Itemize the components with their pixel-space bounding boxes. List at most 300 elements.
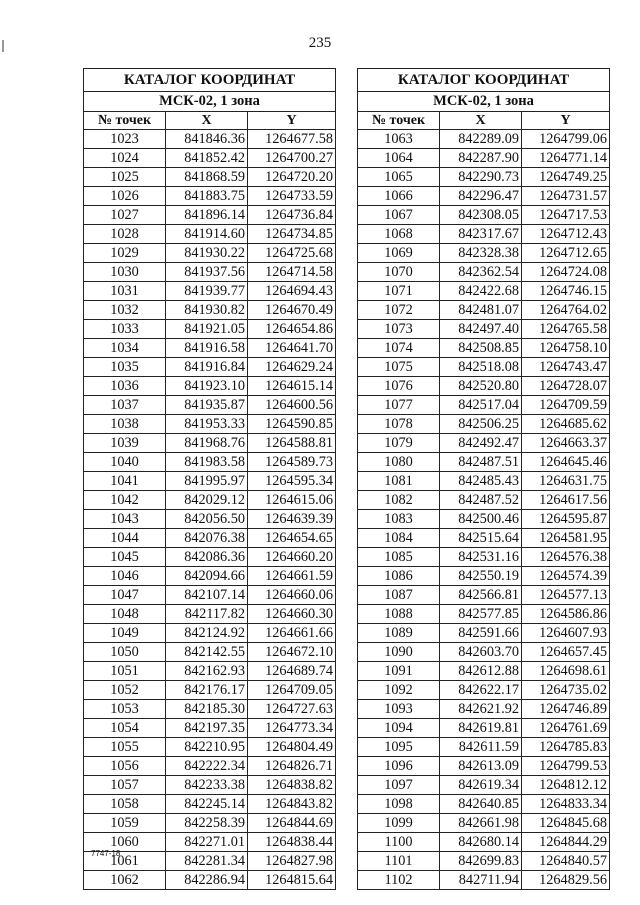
- table-header-row: [358, 112, 610, 130]
- table-row: [84, 795, 336, 814]
- table-row: [84, 472, 336, 491]
- table-row: [84, 719, 336, 738]
- cell-x: 842258.39: [166, 814, 248, 833]
- cell-x: 841852.42: [166, 149, 248, 168]
- cell-point-number: 1099: [358, 814, 440, 833]
- cell-point-number: 1096: [358, 757, 440, 776]
- cell-point-number: 1075: [358, 358, 440, 377]
- cell-y: 1264771.14: [522, 149, 610, 168]
- table-row: [358, 871, 610, 890]
- cell-y: 1264838.82: [248, 776, 336, 795]
- cell-x: 842603.70: [440, 643, 522, 662]
- cell-y: 1264600.56: [248, 396, 336, 415]
- cell-y: 1264712.65: [522, 244, 610, 263]
- table-row: [84, 396, 336, 415]
- cell-point-number: 1074: [358, 339, 440, 358]
- cell-point-number: 1062: [84, 871, 166, 890]
- cell-y: 1264720.20: [248, 168, 336, 187]
- column-header-point-number: № точек: [358, 112, 440, 130]
- cell-point-number: 1058: [84, 795, 166, 814]
- cell-x: 841968.76: [166, 434, 248, 453]
- cell-x: 842515.64: [440, 529, 522, 548]
- table-row: [358, 168, 610, 187]
- table-row: [358, 643, 610, 662]
- cell-point-number: 1097: [358, 776, 440, 795]
- cell-point-number: 1034: [84, 339, 166, 358]
- cell-x: 842245.14: [166, 795, 248, 814]
- table-row: [358, 662, 610, 681]
- cell-y: 1264746.15: [522, 282, 610, 301]
- table-row: [358, 738, 610, 757]
- cell-point-number: 1063: [358, 130, 440, 149]
- cell-point-number: 1085: [358, 548, 440, 567]
- cell-x: 842711.94: [440, 871, 522, 890]
- cell-x: 841953.33: [166, 415, 248, 434]
- cell-x: 842107.14: [166, 586, 248, 605]
- cell-point-number: 1102: [358, 871, 440, 890]
- cell-x: 842094.66: [166, 567, 248, 586]
- cell-x: 842481.07: [440, 301, 522, 320]
- cell-y: 1264663.37: [522, 434, 610, 453]
- table-row: [84, 491, 336, 510]
- cell-y: 1264629.24: [248, 358, 336, 377]
- cell-x: 842611.59: [440, 738, 522, 757]
- cell-y: 1264694.43: [248, 282, 336, 301]
- cell-y: 1264733.59: [248, 187, 336, 206]
- table-row: [358, 681, 610, 700]
- table-row: [358, 605, 610, 624]
- cell-x: 842591.66: [440, 624, 522, 643]
- table-row: [358, 282, 610, 301]
- cell-point-number: 1061: [84, 852, 166, 871]
- cell-y: 1264670.49: [248, 301, 336, 320]
- cell-x: 842517.04: [440, 396, 522, 415]
- table-row: [84, 168, 336, 187]
- cell-point-number: 1042: [84, 491, 166, 510]
- coordinate-catalog-table-left: [83, 68, 336, 890]
- cell-x: 842621.92: [440, 700, 522, 719]
- cell-x: 842492.47: [440, 434, 522, 453]
- cell-x: 841995.97: [166, 472, 248, 491]
- cell-point-number: 1066: [358, 187, 440, 206]
- cell-point-number: 1031: [84, 282, 166, 301]
- table-row: [84, 206, 336, 225]
- table-row: [84, 624, 336, 643]
- cell-x: 842222.34: [166, 757, 248, 776]
- table-row: [358, 225, 610, 244]
- cell-point-number: 1040: [84, 453, 166, 472]
- cell-y: 1264588.81: [248, 434, 336, 453]
- table-row: [84, 833, 336, 852]
- table-row: [358, 130, 610, 149]
- table-row: [358, 301, 610, 320]
- cell-point-number: 1093: [358, 700, 440, 719]
- table-row: [84, 871, 336, 890]
- table-row: [84, 681, 336, 700]
- table-row: [84, 187, 336, 206]
- cell-y: 1264728.07: [522, 377, 610, 396]
- cell-point-number: 1070: [358, 263, 440, 282]
- cell-y: 1264700.27: [248, 149, 336, 168]
- cell-y: 1264709.05: [248, 681, 336, 700]
- table-row: [358, 795, 610, 814]
- cell-x: 842487.51: [440, 453, 522, 472]
- column-header-x: X: [440, 112, 522, 130]
- cell-point-number: 1071: [358, 282, 440, 301]
- table-row: [358, 852, 610, 871]
- cell-y: 1264615.06: [248, 491, 336, 510]
- cell-point-number: 1094: [358, 719, 440, 738]
- cell-y: 1264660.30: [248, 605, 336, 624]
- cell-point-number: 1046: [84, 567, 166, 586]
- cell-point-number: 1060: [84, 833, 166, 852]
- cell-x: 842619.34: [440, 776, 522, 795]
- cell-y: 1264595.87: [522, 510, 610, 529]
- cell-point-number: 1086: [358, 567, 440, 586]
- cell-x: 842550.19: [440, 567, 522, 586]
- table-row: [358, 833, 610, 852]
- cell-y: 1264746.89: [522, 700, 610, 719]
- cell-x: 841939.77: [166, 282, 248, 301]
- cell-point-number: 1090: [358, 643, 440, 662]
- table-row: [358, 491, 610, 510]
- cell-x: 841983.58: [166, 453, 248, 472]
- table-row: [84, 852, 336, 871]
- cell-point-number: 1038: [84, 415, 166, 434]
- cell-point-number: 1035: [84, 358, 166, 377]
- cell-point-number: 1025: [84, 168, 166, 187]
- cell-point-number: 1039: [84, 434, 166, 453]
- table-row: [84, 453, 336, 472]
- table-row: [84, 757, 336, 776]
- cell-y: 1264631.75: [522, 472, 610, 491]
- cell-y: 1264749.25: [522, 168, 610, 187]
- column-header-y: Y: [248, 112, 336, 130]
- cell-point-number: 1024: [84, 149, 166, 168]
- cell-y: 1264804.49: [248, 738, 336, 757]
- cell-x: 842531.16: [440, 548, 522, 567]
- cell-y: 1264654.65: [248, 529, 336, 548]
- cell-x: 842566.81: [440, 586, 522, 605]
- cell-point-number: 1073: [358, 320, 440, 339]
- cell-x: 842289.09: [440, 130, 522, 149]
- cell-point-number: 1101: [358, 852, 440, 871]
- table-row: [84, 662, 336, 681]
- cell-y: 1264607.93: [522, 624, 610, 643]
- table-row: [84, 605, 336, 624]
- table-row: [358, 206, 610, 225]
- cell-y: 1264758.10: [522, 339, 610, 358]
- cell-y: 1264761.69: [522, 719, 610, 738]
- cell-x: 841914.60: [166, 225, 248, 244]
- cell-x: 842308.05: [440, 206, 522, 225]
- cell-y: 1264677.58: [248, 130, 336, 149]
- cell-point-number: 1048: [84, 605, 166, 624]
- cell-y: 1264689.74: [248, 662, 336, 681]
- cell-point-number: 1057: [84, 776, 166, 795]
- cell-x: 841930.82: [166, 301, 248, 320]
- cell-x: 842271.01: [166, 833, 248, 852]
- table-row: [358, 415, 610, 434]
- cell-x: 842296.47: [440, 187, 522, 206]
- cell-y: 1264586.86: [522, 605, 610, 624]
- table-row: [358, 700, 610, 719]
- cell-x: 842485.43: [440, 472, 522, 491]
- cell-x: 842210.95: [166, 738, 248, 757]
- cell-y: 1264717.53: [522, 206, 610, 225]
- column-header-x: X: [166, 112, 248, 130]
- cell-y: 1264736.84: [248, 206, 336, 225]
- cell-y: 1264829.56: [522, 871, 610, 890]
- table-row: [358, 149, 610, 168]
- coordinate-catalog-table-right: [357, 68, 610, 890]
- cell-y: 1264660.20: [248, 548, 336, 567]
- cell-y: 1264639.39: [248, 510, 336, 529]
- cell-y: 1264840.57: [522, 852, 610, 871]
- cell-point-number: 1051: [84, 662, 166, 681]
- document-code: 7747-18: [91, 849, 121, 858]
- table-row: [84, 149, 336, 168]
- cell-point-number: 1029: [84, 244, 166, 263]
- table-row: [358, 396, 610, 415]
- cell-point-number: 1045: [84, 548, 166, 567]
- table-row: [358, 624, 610, 643]
- cell-point-number: 1076: [358, 377, 440, 396]
- cell-y: 1264833.34: [522, 795, 610, 814]
- cell-x: 841883.75: [166, 187, 248, 206]
- cell-x: 842233.38: [166, 776, 248, 795]
- cell-y: 1264672.10: [248, 643, 336, 662]
- cell-point-number: 1023: [84, 130, 166, 149]
- cell-y: 1264844.29: [522, 833, 610, 852]
- cell-point-number: 1059: [84, 814, 166, 833]
- table-zone: МСК-02, 1 зона: [358, 92, 610, 112]
- cell-point-number: 1050: [84, 643, 166, 662]
- table-zone-row: [358, 92, 610, 112]
- cell-x: 842497.40: [440, 320, 522, 339]
- cell-x: 842506.25: [440, 415, 522, 434]
- cell-x: 842162.93: [166, 662, 248, 681]
- cell-y: 1264725.68: [248, 244, 336, 263]
- cell-point-number: 1069: [358, 244, 440, 263]
- cell-point-number: 1064: [358, 149, 440, 168]
- cell-point-number: 1080: [358, 453, 440, 472]
- table-row: [358, 472, 610, 491]
- table-row: [358, 377, 610, 396]
- table-row: [358, 339, 610, 358]
- table-row: [84, 358, 336, 377]
- cell-x: 841930.22: [166, 244, 248, 263]
- table-row: [358, 358, 610, 377]
- cell-y: 1264661.66: [248, 624, 336, 643]
- cell-x: 842661.98: [440, 814, 522, 833]
- cell-x: 841846.36: [166, 130, 248, 149]
- cell-y: 1264735.02: [522, 681, 610, 700]
- cell-y: 1264661.59: [248, 567, 336, 586]
- cell-point-number: 1068: [358, 225, 440, 244]
- cell-point-number: 1052: [84, 681, 166, 700]
- cell-x: 842287.90: [440, 149, 522, 168]
- cell-point-number: 1037: [84, 396, 166, 415]
- cell-point-number: 1092: [358, 681, 440, 700]
- table-zone: МСК-02, 1 зона: [84, 92, 336, 112]
- cell-x: 841916.58: [166, 339, 248, 358]
- cell-point-number: 1079: [358, 434, 440, 453]
- cell-point-number: 1072: [358, 301, 440, 320]
- cell-y: 1264827.98: [248, 852, 336, 871]
- cell-x: 842317.67: [440, 225, 522, 244]
- cell-y: 1264617.56: [522, 491, 610, 510]
- cell-point-number: 1044: [84, 529, 166, 548]
- cell-y: 1264714.58: [248, 263, 336, 282]
- table-row: [84, 263, 336, 282]
- column-header-point-number: № точек: [84, 112, 166, 130]
- cell-y: 1264843.82: [248, 795, 336, 814]
- cell-x: 842328.38: [440, 244, 522, 263]
- table-title-row: [84, 69, 336, 92]
- table-row: [358, 719, 610, 738]
- cell-point-number: 1043: [84, 510, 166, 529]
- cell-x: 842622.17: [440, 681, 522, 700]
- cell-y: 1264765.58: [522, 320, 610, 339]
- table-row: [358, 320, 610, 339]
- table-row: [84, 434, 336, 453]
- cell-point-number: 1033: [84, 320, 166, 339]
- cell-x: 842117.82: [166, 605, 248, 624]
- cell-x: 842290.73: [440, 168, 522, 187]
- cell-point-number: 1055: [84, 738, 166, 757]
- table-row: [84, 776, 336, 795]
- cell-x: 842029.12: [166, 491, 248, 510]
- cell-y: 1264764.02: [522, 301, 610, 320]
- table-row: [358, 548, 610, 567]
- cell-point-number: 1049: [84, 624, 166, 643]
- cell-y: 1264645.46: [522, 453, 610, 472]
- cell-point-number: 1054: [84, 719, 166, 738]
- cell-x: 841935.87: [166, 396, 248, 415]
- cell-x: 842185.30: [166, 700, 248, 719]
- cell-y: 1264660.06: [248, 586, 336, 605]
- table-row: [358, 453, 610, 472]
- cell-point-number: 1036: [84, 377, 166, 396]
- cell-x: 842487.52: [440, 491, 522, 510]
- cell-y: 1264577.13: [522, 586, 610, 605]
- cell-x: 842142.55: [166, 643, 248, 662]
- cell-point-number: 1077: [358, 396, 440, 415]
- table-row: [84, 548, 336, 567]
- cell-x: 841868.59: [166, 168, 248, 187]
- cell-point-number: 1081: [358, 472, 440, 491]
- cell-x: 842508.85: [440, 339, 522, 358]
- table-zone-row: [84, 92, 336, 112]
- cell-y: 1264581.95: [522, 529, 610, 548]
- cell-x: 842056.50: [166, 510, 248, 529]
- cell-y: 1264731.57: [522, 187, 610, 206]
- table-body: [84, 130, 336, 890]
- cell-x: 842076.38: [166, 529, 248, 548]
- cell-x: 841937.56: [166, 263, 248, 282]
- cell-y: 1264773.34: [248, 719, 336, 738]
- cell-y: 1264724.08: [522, 263, 610, 282]
- cell-y: 1264734.85: [248, 225, 336, 244]
- cell-y: 1264709.59: [522, 396, 610, 415]
- cell-y: 1264712.43: [522, 225, 610, 244]
- table-row: [358, 757, 610, 776]
- table-row: [358, 510, 610, 529]
- cell-point-number: 1056: [84, 757, 166, 776]
- table-row: [84, 320, 336, 339]
- table-row: [84, 244, 336, 263]
- table-row: [358, 434, 610, 453]
- table-row: [358, 529, 610, 548]
- cell-point-number: 1041: [84, 472, 166, 491]
- table-row: [84, 415, 336, 434]
- cell-point-number: 1078: [358, 415, 440, 434]
- cell-x: 842518.08: [440, 358, 522, 377]
- cell-y: 1264838.44: [248, 833, 336, 852]
- cell-x: 842086.36: [166, 548, 248, 567]
- table-row: [84, 586, 336, 605]
- cell-point-number: 1083: [358, 510, 440, 529]
- cell-point-number: 1089: [358, 624, 440, 643]
- cell-x: 842577.85: [440, 605, 522, 624]
- cell-point-number: 1095: [358, 738, 440, 757]
- cell-x: 842176.17: [166, 681, 248, 700]
- table-header-row: [84, 112, 336, 130]
- cell-point-number: 1027: [84, 206, 166, 225]
- cell-x: 842124.92: [166, 624, 248, 643]
- cell-point-number: 1053: [84, 700, 166, 719]
- cell-x: 842613.09: [440, 757, 522, 776]
- cell-point-number: 1091: [358, 662, 440, 681]
- cell-point-number: 1032: [84, 301, 166, 320]
- cell-x: 841921.05: [166, 320, 248, 339]
- cell-point-number: 1084: [358, 529, 440, 548]
- table-title: КАТАЛОГ КООРДИНАТ: [358, 69, 610, 92]
- cell-y: 1264590.85: [248, 415, 336, 434]
- table-row: [358, 244, 610, 263]
- page-number: 235: [308, 35, 332, 51]
- cell-y: 1264812.12: [522, 776, 610, 795]
- cell-point-number: 1065: [358, 168, 440, 187]
- cell-point-number: 1030: [84, 263, 166, 282]
- table-row: [358, 263, 610, 282]
- cell-x: 842640.85: [440, 795, 522, 814]
- cell-x: 842362.54: [440, 263, 522, 282]
- cell-x: 842699.83: [440, 852, 522, 871]
- table-row: [84, 643, 336, 662]
- cell-x: 842422.68: [440, 282, 522, 301]
- table-body: [358, 130, 610, 890]
- cell-point-number: 1082: [358, 491, 440, 510]
- cell-point-number: 1087: [358, 586, 440, 605]
- cell-y: 1264654.86: [248, 320, 336, 339]
- column-header-y: Y: [522, 112, 610, 130]
- cell-y: 1264576.38: [522, 548, 610, 567]
- cell-x: 841916.84: [166, 358, 248, 377]
- cell-y: 1264615.14: [248, 377, 336, 396]
- table-title-row: [358, 69, 610, 92]
- cell-x: 841896.14: [166, 206, 248, 225]
- table-row: [84, 377, 336, 396]
- cell-point-number: 1026: [84, 187, 166, 206]
- table-row: [84, 700, 336, 719]
- table-title: КАТАЛОГ КООРДИНАТ: [84, 69, 336, 92]
- cell-y: 1264826.71: [248, 757, 336, 776]
- table-row: [84, 301, 336, 320]
- cell-y: 1264698.61: [522, 662, 610, 681]
- table-row: [84, 282, 336, 301]
